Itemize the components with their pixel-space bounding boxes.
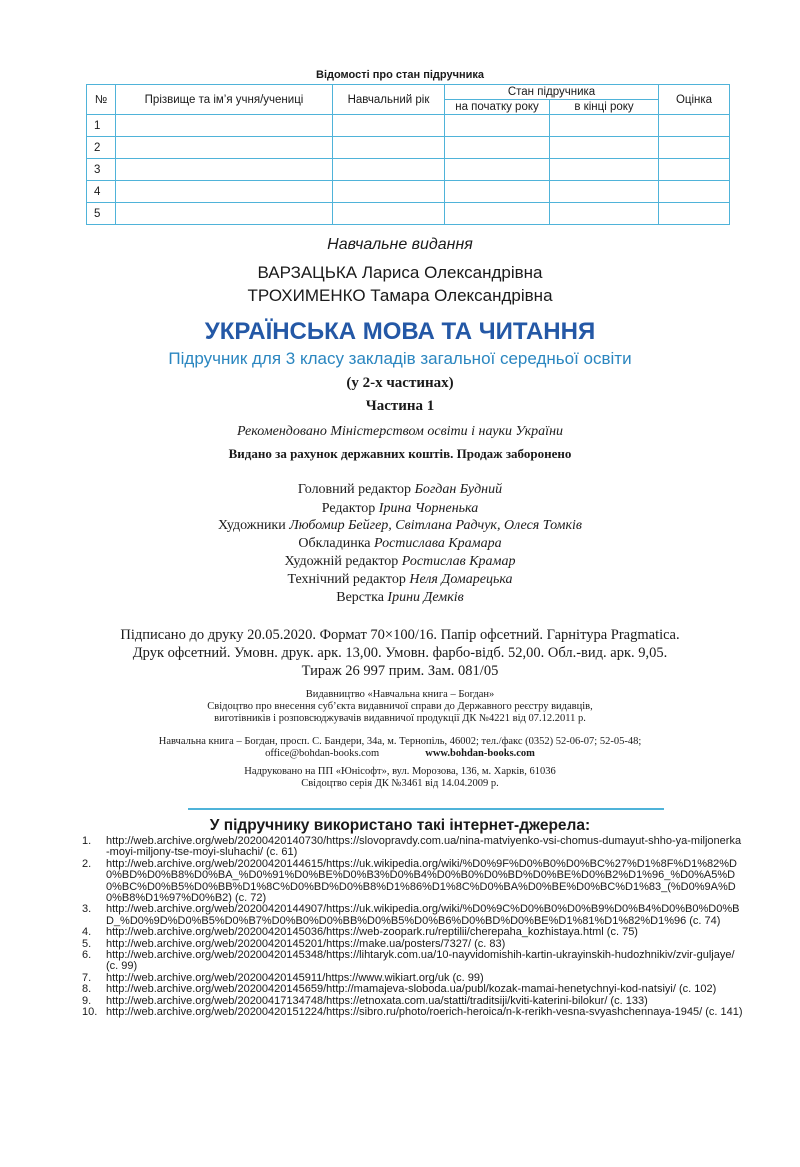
publisher-email: office@bohdan-books.com <box>265 748 380 759</box>
source-url: http://web.archive.org/web/20200420151224/https://sibro.ru/photo/roerich-heroica/n-k-rerikh-vesna-svyashchennaya-1945/ (с. 141) <box>106 1006 743 1019</box>
source-url: http://web.archive.org/web/20200420145911/https://www.wikiart.org/uk (с. 99) <box>106 971 484 984</box>
table-title: Відомості про стан підручника <box>316 69 484 81</box>
state-end-cell <box>550 115 659 137</box>
source-url: http://web.archive.org/web/20200420144615/https://uk.wikipedia.org/wiki/%D0%9F%D0%B0%D0%BC%27%D1%8F%D1%82%D0%BD%D0%B8%D0%BA_%D0%91%D0%BE%D0%B3%D0%B4%D0%B0%D0%BD%D0%BE%D0%B2%D1%96_%D0%A5%D0%BC%D0%B5%D0%BB%D1%8C%D0%BD%D0%B8%D1%86%D1%8C%D0%BA%D0%BE%D0%BC%D1%83_(%D0%9A%D0%B8%D1%97%D0%B2) (с. 72) <box>106 857 737 905</box>
student-cell <box>116 137 333 159</box>
year-cell <box>333 181 445 203</box>
year-cell <box>333 115 445 137</box>
printer-info: Надруковано на ПП «Юнісофт», вул. Морозова, 136, м. Харків, 61036 <box>244 766 556 777</box>
publisher-certificate: виготівників і розповсюджувачів видавничої продукції ДК №4221 від 07.12.2011 р. <box>214 713 586 724</box>
part-label: Частина 1 <box>365 398 435 414</box>
recommendation-note: Рекомендовано Міністерством освіти і науки України <box>236 424 564 439</box>
source-item: 8. http://web.archive.org/web/20200420145659/http://mamajeva-sloboda.ua/publ/kozak-mamai-henetychnyi-kod-natsiyi/ (с. 102) <box>82 983 717 996</box>
print-info-line: Друк офсетний. Умовн. друк. арк. 13,00. Умовн. фарбо-відб. 52,00. Обл.-вид. арк. 9,05. <box>132 645 668 661</box>
credit-name: Неля Домарецька <box>409 572 513 587</box>
credit-line <box>0 572 800 588</box>
table-row <box>87 159 730 181</box>
credit-role: Обкладинка <box>298 536 371 551</box>
year-cell <box>333 203 445 225</box>
credit-role: Верстка <box>336 590 384 605</box>
author-name: ТРОХИМЕНКО Тамара Олександрівна <box>247 286 553 305</box>
year-cell <box>333 159 445 181</box>
header-state-start: на початку року <box>445 100 550 115</box>
book-subtitle: Підручник для 3 класу закладів загальної середньої освіти <box>168 349 632 368</box>
credit-role: Художній редактор <box>284 554 399 569</box>
credit-role: Головний редактор <box>297 482 412 497</box>
student-cell <box>116 203 333 225</box>
credit-line <box>0 536 800 552</box>
table-row <box>87 203 730 225</box>
credit-name: Ірини Демків <box>387 590 464 605</box>
publisher-certificate: Свідоцтво про внесення суб’єкта видавничої справи до Державного реєстру видавців, <box>207 701 593 712</box>
grade-cell <box>659 203 730 225</box>
source-item: 6. http://web.archive.org/web/20200420145348/https://lihtaryk.com.ua/10-nayvidomishih-kartin-ukrayinskih-hudozhnikiv/zvir-guljaye/ (с. 99) <box>82 949 735 973</box>
grade-cell <box>659 159 730 181</box>
source-item: 5. http://web.archive.org/web/20200420145201/https://make.ua/posters/7327/ (с. 83) <box>82 937 506 950</box>
parts-note: (у 2-х частинах) <box>346 375 454 391</box>
publisher-address: Навчальна книга – Богдан, просп. С. Бандери, 34а, м. Тернопіль, 46002; тел./факс (0352) 52-06-07; 52-05-48; <box>158 736 642 747</box>
row-number: 4 <box>87 181 116 203</box>
source-item: 1. http://web.archive.org/web/20200420140730/https://slovopravdy.com.ua/nina-matviyenko-vsi-chomus-dumayut-shho-ya-miljonerka-moyi-miljony-tse-moyi-sluhachi/ (с. 61) <box>82 835 742 859</box>
state-start-cell <box>445 137 550 159</box>
textbook-status-table <box>86 84 730 225</box>
state-end-cell <box>550 137 659 159</box>
header-state-end: в кінці року <box>550 100 659 115</box>
publisher-name: Видавництво «Навчальна книга – Богдан» <box>305 689 495 700</box>
credit-name: Ростислав Крамар <box>401 554 516 569</box>
header-grade: Оцінка <box>659 85 730 115</box>
source-url: http://web.archive.org/web/20200420145201/https://make.ua/posters/7327/ (с. 83) <box>106 937 506 950</box>
row-number: 1 <box>87 115 116 137</box>
source-url: http://web.archive.org/web/20200420140730/https://slovopravdy.com.ua/nina-matviyenko-vsi-chomus-dumayut-shho-ya-miljonerka-moyi-miljony-tse-moyi-sluhachi/ (с. 61) <box>106 835 742 859</box>
state-start-cell <box>445 159 550 181</box>
state-start-cell <box>445 203 550 225</box>
student-cell <box>116 181 333 203</box>
credit-line <box>0 590 800 606</box>
author-name: ВАРЗАЦЬКА Лариса Олександрівна <box>257 263 543 282</box>
printer-certificate: Свідоцтво серія ДК №3461 від 14.04.2009 р. <box>301 778 499 789</box>
credit-name: Любомир Бейгер, Світлана Радчук, Олеся Томків <box>289 518 582 533</box>
edition-type: Навчальне видання <box>327 236 473 253</box>
credit-line <box>0 501 800 517</box>
state-start-cell <box>445 115 550 137</box>
header-state: Стан підручника <box>445 85 659 100</box>
source-item: 9. http://web.archive.org/web/20200417134748/https://etnoxata.com.ua/statti/traditsiji/kviti-katerini-bilokur/ (с. 133) <box>82 994 648 1007</box>
source-url: http://web.archive.org/web/20200420144907/https://uk.wikipedia.org/wiki/%D0%9C%D0%B0%D0%B9%D0%B4%D0%B0%D0%BD_%D0%9D%D0%B5%D0%B7%D0%B0%D0%BB%D0%B5%D0%B6%D0%BD%D0%BE%D1%81%D1%82%D1%96 (с. 74) <box>106 903 740 927</box>
source-url: http://web.archive.org/web/20200420145348/https://lihtaryk.com.ua/10-nayvidomishih-kartin-ukrayinskih-hudozhnikiv/zvir-guljaye/ (с. 99) <box>106 949 735 973</box>
sources-list <box>82 836 744 1019</box>
funding-note: Видано за рахунок державних коштів. Продаж заборонено <box>228 446 572 461</box>
print-info-line: Тираж 26 997 прим. Зам. 081/05 <box>301 663 499 679</box>
credit-name: Ірина Чорненька <box>378 501 479 516</box>
credit-role: Художники <box>218 518 286 533</box>
state-end-cell <box>550 181 659 203</box>
state-end-cell <box>550 159 659 181</box>
source-item: 2. http://web.archive.org/web/20200420144615/https://uk.wikipedia.org/wiki/%D0%9F%D0%B0%D0%BC%27%D1%8F%D1%82%D0%BD%D0%B8%D0%BA_%D0%91%D0%BE%D0%B3%D0%B4%D0%B0%D0%BD%D0%BE%D0%B2%D1%96_%D0%A5%D0%BC%D0%B5%D0%BB%D1%8C%D0%BD%D0%B8%D1%86%D1%8C%D0%BA%D0%BE%D0%BC%D1%83_(%D0%9A%D0%B8%D1%97%D0%B2) (с. 72) <box>82 857 737 905</box>
student-cell <box>116 159 333 181</box>
credit-line <box>0 554 800 570</box>
year-cell <box>333 137 445 159</box>
source-item: 7. http://web.archive.org/web/20200420145911/https://www.wikiart.org/uk (с. 99) <box>82 971 484 984</box>
header-year: Навчальний рік <box>333 85 445 115</box>
credit-name: Ростислава Крамара <box>374 536 502 551</box>
grade-cell <box>659 181 730 203</box>
table-row <box>87 181 730 203</box>
table-row <box>87 137 730 159</box>
grade-cell <box>659 137 730 159</box>
publisher-website: www.bohdan-books.com <box>425 748 535 759</box>
section-divider <box>188 808 664 810</box>
source-url: http://web.archive.org/web/20200420145659/http://mamajeva-sloboda.ua/publ/kozak-mamai-henetychnyi-kod-natsiyi/ (с. 102) <box>106 983 717 996</box>
header-number: № <box>87 85 116 115</box>
row-number: 2 <box>87 137 116 159</box>
print-info-line: Підписано до друку 20.05.2020. Формат 70×100/16. Папір офсетний. Гарнітура Pragmatica. <box>120 627 680 643</box>
credit-name: Богдан Будний <box>414 482 503 497</box>
table-row <box>87 115 730 137</box>
state-end-cell <box>550 203 659 225</box>
source-item: 4. http://web.archive.org/web/20200420145036/https://web-zoopark.ru/reptilii/cherepaha_kozhistaya.html (с. 75) <box>82 926 638 939</box>
header-student: Прізвище та ім’я учня/учениці <box>116 85 333 115</box>
book-title: УКРАЇНСЬКА МОВА ТА ЧИТАННЯ <box>204 318 596 345</box>
source-url: http://web.archive.org/web/20200417134748/https://etnoxata.com.ua/statti/traditsiji/kviti-katerini-bilokur/ (с. 133) <box>106 994 648 1007</box>
source-item: 3. http://web.archive.org/web/20200420144907/https://uk.wikipedia.org/wiki/%D0%9C%D0%B0%D0%B9%D0%B4%D0%B0%D0%BD_%D0%9D%D0%B5%D0%B7%D0%B0%D0%BB%D0%B5%D0%B6%D0%BD%D0%BE%D1%81%D1%82%D1%96 (с. 74) <box>82 903 740 927</box>
row-number: 3 <box>87 159 116 181</box>
credit-role: Технічний редактор <box>287 572 406 587</box>
sources-title: У підручнику використано такі інтернет-джерела: <box>209 817 591 834</box>
source-item: 10. http://web.archive.org/web/20200420151224/https://sibro.ru/photo/roerich-heroica/n-k-rerikh-vesna-svyashchennaya-1945/ (с. 141) <box>82 1006 743 1019</box>
publisher-contacts <box>0 748 800 759</box>
credit-role: Редактор <box>321 501 376 516</box>
credit-line <box>0 482 800 498</box>
row-number: 5 <box>87 203 116 225</box>
state-start-cell <box>445 181 550 203</box>
grade-cell <box>659 115 730 137</box>
source-url: http://web.archive.org/web/20200420145036/https://web-zoopark.ru/reptilii/cherepaha_kozhistaya.html (с. 75) <box>106 926 638 939</box>
credit-line <box>0 518 800 534</box>
student-cell <box>116 115 333 137</box>
